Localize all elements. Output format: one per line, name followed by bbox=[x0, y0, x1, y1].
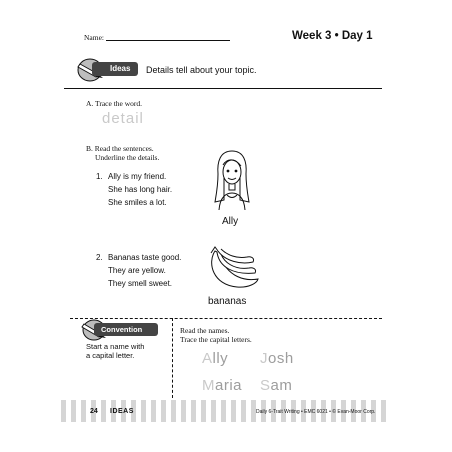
name-rest: am bbox=[270, 377, 293, 394]
name-rest: lly bbox=[212, 350, 229, 367]
convention-label: Convention bbox=[101, 325, 143, 334]
convention-text: Start a name with bbox=[86, 342, 145, 351]
section-b-instruction-2: Underline the details. bbox=[95, 153, 160, 162]
footer-credit: Daily 6-Trait Writing • EMC 6021 • © Evan-Moor Corp. bbox=[256, 409, 376, 415]
page-number: 24 bbox=[90, 408, 98, 415]
girl-drawing-icon bbox=[211, 148, 253, 213]
picture-label-ally: Ally bbox=[222, 216, 239, 227]
sentence[interactable]: Ally is my friend. bbox=[108, 172, 167, 181]
name-rest: aria bbox=[215, 377, 243, 394]
sentence[interactable]: They are yellow. bbox=[108, 266, 166, 275]
convention-instruction-2: Trace the capital letters. bbox=[180, 335, 252, 344]
section-a-instruction: A. Trace the word. bbox=[86, 99, 143, 108]
capital-letter[interactable]: J bbox=[260, 350, 268, 367]
divider bbox=[64, 88, 382, 89]
item-number: 2. bbox=[96, 253, 103, 262]
convention-instruction: Read the names. bbox=[180, 326, 230, 335]
picture-label-bananas: bananas bbox=[208, 296, 247, 307]
trace-name[interactable] bbox=[260, 350, 294, 367]
bananas-drawing-icon bbox=[203, 243, 261, 291]
page-title: Week 3 • Day 1 bbox=[292, 30, 373, 42]
trace-name[interactable] bbox=[202, 377, 242, 394]
name-line[interactable] bbox=[106, 40, 230, 41]
trace-name[interactable] bbox=[202, 350, 228, 367]
item-number: 1. bbox=[96, 172, 103, 181]
trace-name[interactable] bbox=[260, 377, 292, 394]
sentence[interactable]: Bananas taste good. bbox=[108, 253, 182, 262]
divider bbox=[172, 318, 173, 398]
footer-section: IDEAS bbox=[110, 408, 134, 415]
capital-letter[interactable]: S bbox=[260, 377, 271, 394]
capital-letter[interactable]: A bbox=[202, 350, 213, 367]
convention-text-2: a capital letter. bbox=[86, 351, 135, 360]
ideas-label: Ideas bbox=[110, 64, 131, 73]
section-b-instruction: B. Read the sentences. bbox=[86, 144, 154, 153]
sentence[interactable]: They smell sweet. bbox=[108, 279, 173, 288]
name-label: Name: bbox=[84, 33, 104, 42]
capital-letter[interactable]: M bbox=[202, 377, 215, 394]
sentence[interactable]: She has long hair. bbox=[108, 185, 173, 194]
trace-word[interactable]: detail bbox=[102, 110, 144, 127]
ideas-text: Details tell about your topic. bbox=[146, 65, 257, 75]
name-rest: osh bbox=[268, 350, 294, 367]
sentence[interactable]: She smiles a lot. bbox=[108, 198, 167, 207]
